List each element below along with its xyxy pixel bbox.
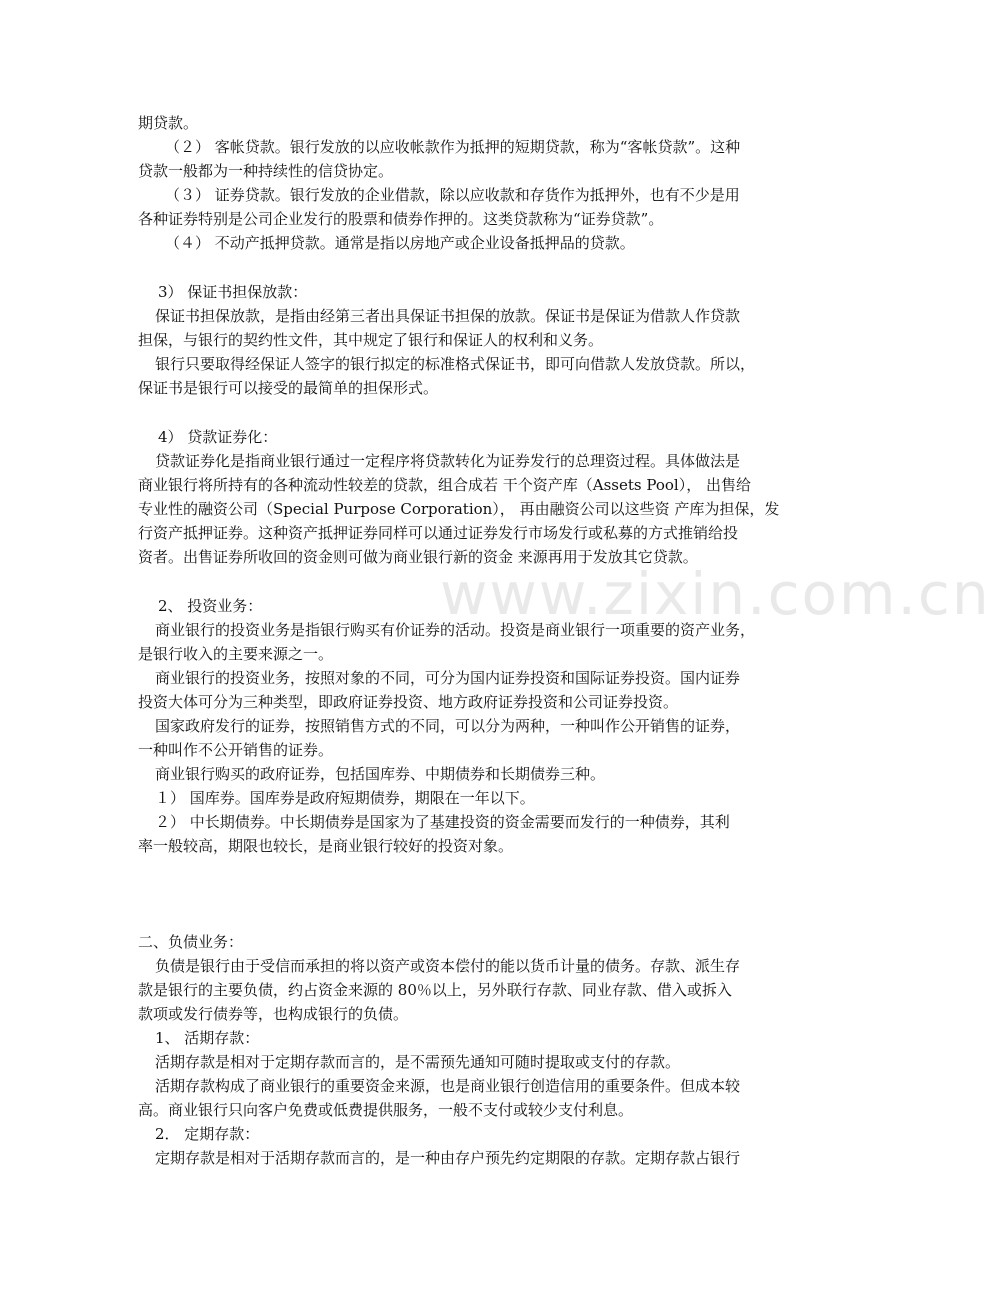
- section-heading: 2、 投资业务：: [158, 597, 263, 615]
- text-line: 期贷款。: [138, 114, 199, 132]
- text-line: 活期存款是相对于定期存款而言的，是不需预先通知可随时提取或支付的存款。: [155, 1053, 681, 1071]
- text-line: （２） 客帐贷款。银行发放的以应收帐款作为抵押的短期贷款，称为“客帐贷款”。这种: [165, 138, 741, 156]
- text-line: 贷款一般都为一种持续性的信贷协定。: [138, 162, 394, 180]
- text-line: 活期存款构成了商业银行的重要资金来源，也是商业银行创造信用的重要条件。但成本较: [155, 1077, 741, 1095]
- text-line: 行资产抵押证券。这种资产抵押证券同样可以通过证券发行市场发行或私募的方式推销给投: [138, 524, 739, 542]
- section-heading: 2． 定期存款：: [155, 1125, 260, 1143]
- watermark: www.zixin.com.cn: [440, 560, 991, 628]
- text-line: 高。商业银行只向客户免费或低费提供服务，一般不支付或较少支付利息。: [138, 1101, 634, 1119]
- text-line: 商业银行的投资业务，按照对象的不同，可分为国内证券投资和国际证券投资。国内证券: [155, 669, 741, 687]
- text-line: 负债是银行由于受信而承担的将以资产或资本偿付的能以货币计量的债务。存款、派生存: [155, 957, 741, 975]
- text-line: 商业银行将所持有的各种流动性较差的贷款，组合成若 干个资产库（Assets Pool）， 出售给: [138, 476, 751, 494]
- text-line: 专业性的融资公司（Special Purpose Corporation）， 再由融资公司以这些资 产库为担保，发: [138, 500, 780, 518]
- text-line: 款是银行的主要负债，约占资金来源的 80％以上，另外联行存款、同业存款、借入或拆入: [138, 981, 732, 999]
- text-line: 是银行收入的主要来源之一。: [138, 645, 334, 663]
- text-line: 率一般较高，期限也较长，是商业银行较好的投资对象。: [138, 837, 514, 855]
- section-heading: 二、负债业务：: [138, 933, 244, 951]
- text-line: 资者。出售证券所收回的资金则可做为商业银行新的资金 来源再用于发放其它贷款。: [138, 548, 698, 566]
- text-line: 款项或发行债券等，也构成银行的负债。: [138, 1005, 409, 1023]
- text-line: 担保，与银行的契约性文件，其中规定了银行和保证人的权利和义务。: [138, 331, 604, 349]
- text-line: 贷款证券化是指商业银行通过一定程序将贷款转化为证券发行的总理资过程。具体做法是: [155, 452, 741, 470]
- text-line: 银行只要取得经保证人签字的银行拟定的标准格式保证书，即可向借款人发放贷款。所以，: [155, 355, 756, 373]
- section-heading: 1、 活期存款：: [155, 1029, 260, 1047]
- text-line: 各种证券特别是公司企业发行的股票和债券作押的。这类贷款称为“证券贷款”。: [138, 210, 664, 228]
- text-line: 商业银行购买的政府证券，包括国库券、中期债券和长期债券三种。: [155, 765, 606, 783]
- text-line: ２） 中长期债券。中长期债券是国家为了基建投资的资金需要而发行的一种债券，其利: [155, 813, 730, 831]
- text-line: 保证书是银行可以接受的最简单的担保形式。: [138, 379, 439, 397]
- text-line: （３） 证券贷款。银行发放的企业借款，除以应收款和存货作为抵押外，也有不少是用: [165, 186, 740, 204]
- text-line: 国家政府发行的证券，按照销售方式的不同，可以分为两种，一种叫作公开销售的证券，: [155, 717, 741, 735]
- section-heading: 4） 贷款证券化：: [158, 428, 278, 446]
- section-heading: 3） 保证书担保放款：: [158, 283, 308, 301]
- text-line: 保证书担保放款，是指由经第三者出具保证书担保的放款。保证书是保证为借款人作贷款: [155, 307, 741, 325]
- text-line: 一种叫作不公开销售的证券。: [138, 741, 334, 759]
- text-line: 商业银行的投资业务是指银行购买有价证券的活动。投资是商业银行一项重要的资产业务，: [155, 621, 756, 639]
- text-line: （４） 不动产抵押贷款。通常是指以房地产或企业设备抵押品的贷款。: [165, 234, 635, 252]
- text-line: １） 国库券。国库券是政府短期债券，期限在一年以下。: [155, 789, 535, 807]
- text-line: 投资大体可分为三种类型，即政府证券投资、地方政府证券投资和公司证券投资。: [138, 693, 679, 711]
- text-line: 定期存款是相对于活期存款而言的，是一种由存户预先约定期限的存款。定期存款占银行: [155, 1149, 741, 1167]
